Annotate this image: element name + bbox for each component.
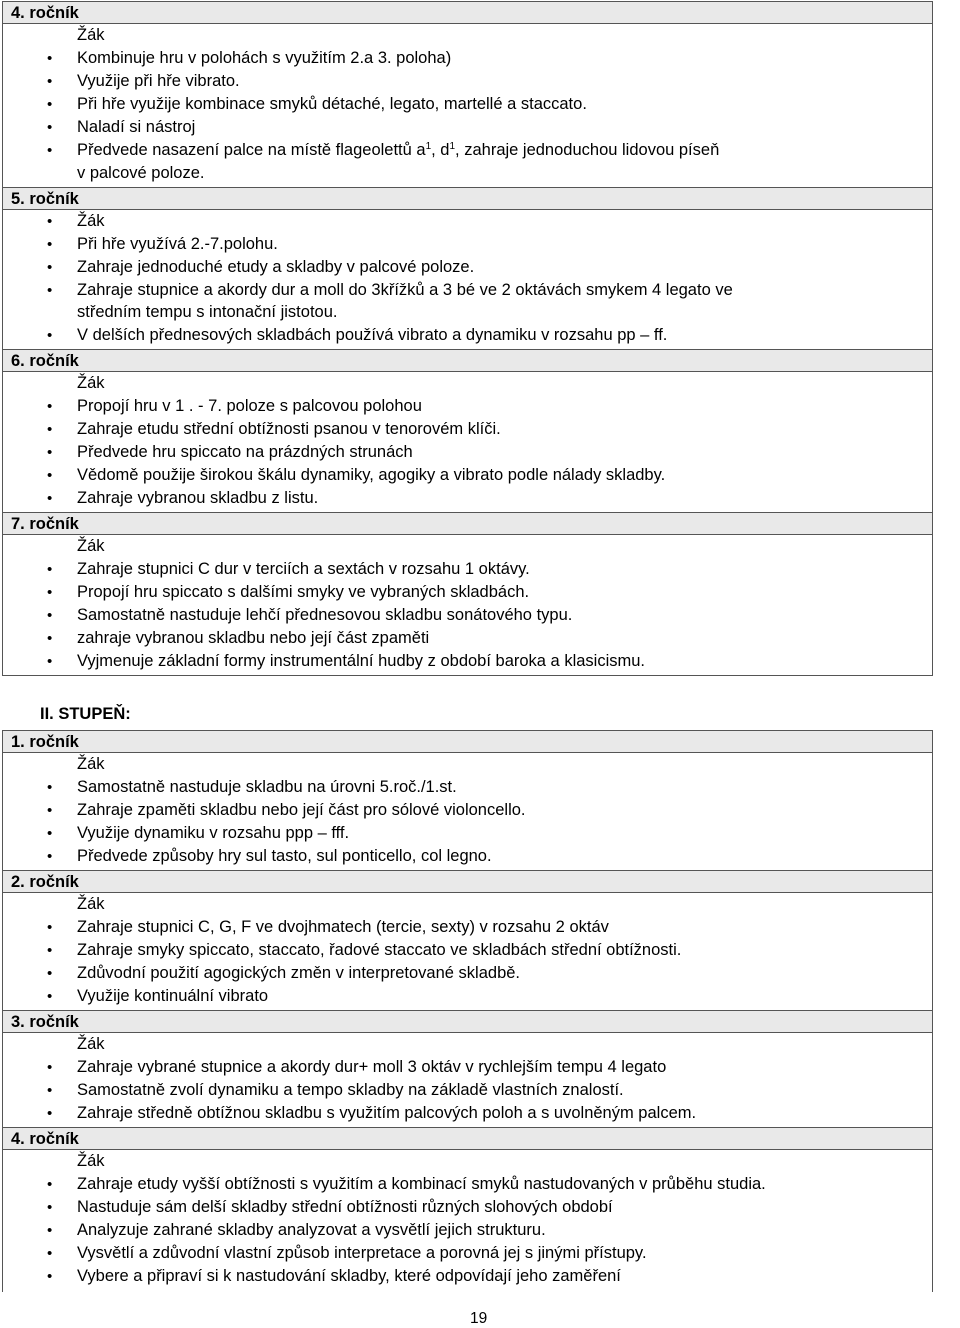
bullet-icon — [47, 324, 52, 347]
bullet-icon — [47, 279, 52, 302]
zak-label: Žák — [77, 537, 105, 555]
list-item: • Využije dynamiku v rozsahu ppp – fff. — [3, 822, 932, 845]
bullet-icon — [47, 256, 52, 279]
list-item: • Využije kontinuální vibrato — [3, 985, 932, 1008]
zak-label: Žák — [77, 374, 105, 392]
bullet-icon — [47, 1079, 52, 1102]
bullet-icon — [47, 93, 52, 116]
bullet-icon — [47, 1173, 52, 1196]
section-body — [3, 1150, 932, 1292]
list-item: • Vysvětlí a zdůvodní vlastní způsob interpretace a porovná jej s jinými přístupy. — [3, 1242, 932, 1265]
bullet-icon — [47, 650, 52, 673]
list-item: • Samostatně nastuduje lehčí přednesovou skladbu sonátového typu. — [3, 604, 932, 627]
list-item: • Nastuduje sám delší skladby střední obtížnosti různých slohových období — [3, 1196, 932, 1219]
bullet-icon — [47, 799, 52, 822]
section-heading: 6. ročník — [3, 350, 932, 372]
section-body — [3, 210, 932, 350]
section-body — [3, 535, 932, 676]
bullet-icon — [47, 1265, 52, 1288]
list-item: • Při hře využívá 2.-7.polohu. — [3, 233, 932, 256]
section-body — [3, 24, 932, 188]
list-item: • Samostatně nastuduje skladbu na úrovni 5.roč./1.st. — [3, 776, 932, 799]
list-item: • Zahraje stupnici C dur v terciích a sextách v rozsahu 1 oktávy. — [3, 558, 932, 581]
bullet-icon — [47, 70, 52, 93]
bullet-icon — [47, 418, 52, 441]
bullet-icon — [47, 210, 52, 233]
list-item: • Zdůvodní použití agogických změn v interpretované skladbě. — [3, 962, 932, 985]
curriculum-table-first — [2, 1, 933, 676]
bullet-icon — [47, 822, 52, 845]
bullet-icon — [47, 1196, 52, 1219]
bullet-icon — [47, 627, 52, 650]
list-item-continuation: v palcové poloze. — [77, 164, 205, 182]
section-heading: 7. ročník — [3, 513, 932, 535]
list-item: • Předvede hru spiccato na prázdných strunách — [3, 441, 932, 464]
list-item: • Zahraje etudu střední obtížnosti psanou v tenorovém klíči. — [3, 418, 932, 441]
list-item: • Zahraje stupnice a akordy dur a moll do 3křížků a 3 bé ve 2 oktávách smykem 4 legato ve — [3, 279, 932, 302]
list-item: • Kombinuje hru v polohách s využitím 2.a 3. poloha) — [3, 47, 932, 70]
bullet-icon — [47, 581, 52, 604]
bullet-icon — [47, 1102, 52, 1125]
bullet-icon — [47, 395, 52, 418]
list-item: • V delších přednesových skladbách používá vibrato a dynamiku v rozsahu pp – ff. — [3, 324, 932, 347]
list-item: • Zahraje vybrané stupnice a akordy dur+ moll 3 oktáv v rychlejším tempu 4 legato — [3, 1056, 932, 1079]
bullet-icon — [47, 558, 52, 581]
section-heading: 2. ročník — [3, 871, 932, 893]
bullet-icon — [47, 962, 52, 985]
list-item: • Zahraje středně obtížnou skladbu s využitím palcových poloh a s uvolněným palcem. — [3, 1102, 932, 1125]
list-item: • Vyjmenuje základní formy instrumentální hudby z období baroka a klasicismu. — [3, 650, 932, 673]
bullet-icon — [47, 47, 52, 70]
bullet-icon — [47, 1219, 52, 1242]
section-heading: 3. ročník — [3, 1011, 932, 1033]
list-item: • Předvede způsoby hry sul tasto, sul ponticello, col legno. — [3, 845, 932, 868]
list-item: • Zahraje stupnici C, G, F ve dvojhmatech (tercie, sexty) v rozsahu 2 oktáv — [3, 916, 932, 939]
bullet-icon — [47, 776, 52, 799]
bullet-icon — [47, 939, 52, 962]
bullet-icon — [47, 845, 52, 868]
list-item: • Zahraje zpaměti skladbu nebo její část pro sólové violoncello. — [3, 799, 932, 822]
zak-label: • Žák — [3, 210, 932, 233]
list-item: • Vybere a připraví si k nastudování skladby, které odpovídají jeho zaměření — [3, 1265, 932, 1288]
list-item: • Zahraje vybranou skladbu z listu. — [3, 487, 932, 510]
bullet-icon — [47, 985, 52, 1008]
list-item: • Naladí si nástroj — [3, 116, 932, 139]
list-item: • Při hře využije kombinace smyků détaché, legato, martellé a staccato. — [3, 93, 932, 116]
section-body — [3, 753, 932, 871]
list-item: • Analyzuje zahrané skladby analyzovat a vysvětlí jejich strukturu. — [3, 1219, 932, 1242]
list-item: • Propojí hru v 1 . - 7. poloze s palcovou polohou — [3, 395, 932, 418]
bullet-icon — [47, 139, 52, 162]
bullet-icon — [47, 116, 52, 139]
list-item: • Propojí hru spiccato s dalšími smyky ve vybraných skladbách. — [3, 581, 932, 604]
bullet-icon — [47, 464, 52, 487]
zak-label: Žák — [77, 26, 105, 44]
bullet-icon — [47, 916, 52, 939]
zak-label: Žák — [77, 1035, 105, 1053]
section-body — [3, 1033, 932, 1128]
section-heading: 4. ročník — [3, 1128, 932, 1150]
list-item: • Využije při hře vibrato. — [3, 70, 932, 93]
list-item: • Zahraje smyky spiccato, staccato, řadové staccato ve skladbách střední obtížnosti. — [3, 939, 932, 962]
zak-label: Žák — [77, 1152, 105, 1170]
bullet-icon — [47, 1242, 52, 1265]
section-body — [3, 372, 932, 513]
bullet-icon — [47, 1056, 52, 1079]
list-item: • Samostatně zvolí dynamiku a tempo skladby na základě vlastních znalostí. — [3, 1079, 932, 1102]
list-item: • Předvede nasazení palce na místě flageolettů $a^1$, $d^1$, zahraje jednoduchou lidovou píseň — [3, 139, 932, 163]
list-item: • Vědomě použije širokou škálu dynamiky, agogiky a vibrato podle nálady skladby. — [3, 464, 932, 487]
section-heading: 4. ročník — [3, 2, 932, 24]
zak-label: Žák — [77, 895, 105, 913]
section-heading: 1. ročník — [3, 731, 932, 753]
curriculum-table-second — [2, 730, 933, 1292]
list-item: • Zahraje etudy vyšší obtížnosti s využitím a kombinací smyků nastudovaných v průběhu studia. — [3, 1173, 932, 1196]
section-body — [3, 893, 932, 1011]
bullet-icon — [47, 487, 52, 510]
bullet-icon — [47, 441, 52, 464]
stupen-title: II. STUPEŇ: — [40, 705, 131, 723]
list-item: • zahraje vybranou skladbu nebo její část zpaměti — [3, 627, 932, 650]
list-item-continuation: středním tempu s intonační jistotou. — [77, 303, 338, 321]
section-heading: 5. ročník — [3, 188, 932, 210]
list-item: • Zahraje jednoduché etudy a skladby v palcové poloze. — [3, 256, 932, 279]
bullet-icon — [47, 233, 52, 256]
bullet-icon — [47, 604, 52, 627]
page-number: 19 — [470, 1310, 488, 1327]
zak-label: Žák — [77, 755, 105, 773]
